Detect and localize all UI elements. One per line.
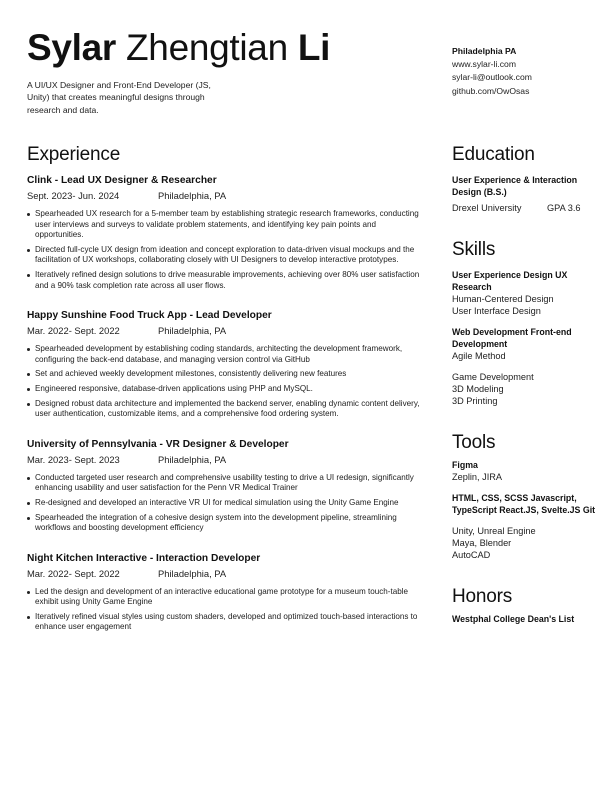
job-meta — [27, 453, 422, 466]
job-bullet: Re-designed and developed an interactive VR UI for medical simulation using the Unity Game Engine — [27, 498, 422, 509]
skills-heading: Skills — [452, 239, 496, 260]
tool-group — [452, 492, 602, 516]
job-location: Philadelphia, PA — [158, 325, 227, 337]
school: Drexel University — [452, 203, 522, 213]
education-row — [452, 202, 602, 214]
job-location: Philadelphia, PA — [158, 453, 227, 465]
job-location: Philadelphia, PA — [158, 190, 227, 201]
job-entry — [27, 174, 422, 291]
middle-name: Zhengtian — [126, 27, 288, 68]
job-title: Night Kitchen Interactive - Interaction Developer — [27, 552, 261, 564]
last-name: Li — [297, 27, 331, 68]
tool-item: AutoCAD — [452, 550, 491, 560]
skill-item: Human-Centered Design — [452, 294, 554, 304]
skill-item: 3D Printing — [452, 396, 498, 406]
tool-item: Unity, Unreal Engine — [452, 526, 536, 536]
job-dates: Mar. 2023- Sept. 2023 — [27, 453, 120, 465]
tool-group-heading: Figma — [452, 460, 478, 470]
job-bullets — [27, 344, 422, 420]
job-title: Happy Sunshine Food Truck App - Lead Developer — [27, 310, 272, 322]
job-bullet: Designed robust data architecture and implemented the backend server, enabling dynamic content delivery, user authentication, customizable items, and a comprehensive food ordering system. — [27, 399, 422, 420]
job-bullet: Set and achieved weekly development milestones, consistently delivering new features — [27, 369, 422, 380]
job-meta — [27, 324, 422, 337]
job-dates: Mar. 2022- Sept. 2022 — [27, 325, 120, 337]
job-entry — [27, 438, 422, 534]
tools-section — [452, 431, 602, 561]
job-bullet: Led the design and development of an interactive educational game prototype for a museum touch-table exhibit using Unity Game Engine — [27, 587, 422, 608]
skill-item: 3D Modeling — [452, 384, 504, 394]
job-meta — [27, 189, 422, 202]
skill-group-heading: User Experience Design UX Research — [452, 270, 568, 292]
gpa: GPA 3.6 — [547, 203, 581, 213]
skill-item: User Interface Design — [452, 306, 541, 316]
skills-section — [452, 238, 602, 407]
candidate-name — [27, 26, 330, 70]
job-location: Philadelphia, PA — [158, 567, 227, 579]
job-bullet: Spearheaded the integration of a cohesive design system into the development pipeline, streamlining workflows and boosting development efficiency — [27, 513, 422, 534]
honor-item: Westphal College Dean's List — [452, 614, 575, 624]
honors-section — [452, 585, 602, 625]
job-bullet: Iteratively refined visual styles using custom shaders, developed and optimized touch-based interactions to enhance user engagement — [27, 612, 422, 633]
skill-group — [452, 326, 602, 362]
job-entry — [27, 309, 422, 420]
tagline: A UI/UX Designer and Front-End Developer (JS, Unity) that creates meaningful designs through research and data. — [27, 80, 211, 115]
tool-item: Zeplin, JIRA — [452, 472, 503, 482]
skill-group — [452, 371, 602, 407]
skill-item: Game Development — [452, 372, 534, 382]
job-dates: Mar. 2022- Sept. 2022 — [27, 567, 120, 579]
contact-github[interactable]: github.com/OwOsas — [452, 85, 530, 96]
tool-group — [452, 525, 602, 561]
skill-group-heading: Web Development Front-end Development — [452, 327, 572, 349]
job-title: University of Pennsylvania - VR Designer & Developer — [27, 438, 289, 450]
tool-group-heading: HTML, CSS, SCSS Javascript, TypeScript React.JS, Svelte.JS Git — [452, 493, 596, 515]
contact-website[interactable]: www.sylar-li.com — [452, 59, 516, 70]
job-bullet: Iteratively refined design solutions to drive measurable improvements, achieving over 80% user satisfaction and a 90% task completion rate across all user flows. — [27, 270, 422, 291]
job-dates: Sept. 2023- Jun. 2024 — [27, 190, 120, 201]
job-meta — [27, 567, 422, 580]
contact-email[interactable]: sylar-li@outlook.com — [452, 72, 532, 83]
tool-item: Maya, Blender — [452, 538, 512, 548]
skill-group — [452, 269, 602, 317]
skill-item: Agile Method — [452, 351, 506, 361]
contact-city: Philadelphia PA — [452, 46, 517, 56]
job-bullets — [27, 587, 422, 633]
honors-heading: Honors — [452, 586, 513, 607]
job-bullets — [27, 209, 422, 291]
experience-section — [27, 143, 422, 637]
tool-group — [452, 459, 602, 483]
experience-heading: Experience — [27, 144, 121, 165]
job-entry — [27, 552, 422, 633]
job-bullet: Directed full-cycle UX design from ideation and concept exploration to data-driven visual mockups and the facilitation of UX workshops, collaborating closely with UI Designers to develop interactive prototypes. — [27, 245, 422, 266]
education-section — [452, 143, 602, 214]
job-bullets — [27, 473, 422, 534]
job-title: Clink - Lead UX Designer & Researcher — [27, 175, 217, 186]
job-bullet: Engineered responsive, database-driven applications using PHP and MySQL. — [27, 384, 422, 395]
job-bullet: Spearheaded UX research for a 5-member team by establishing strategic research frameworks, conducting user interviews and surveys to validate problem statements, and identifying key pain points and opportunities. — [27, 209, 422, 241]
job-bullet: Conducted targeted user research and comprehensive usability testing to drive a UI redesign, significantly enhancing usability and user satisfaction for the Penn VR Medical Trainer — [27, 473, 422, 494]
job-bullet: Spearheaded development by establishing coding standards, architecting the development framework, configuring the back-end database, and managing version control via GitHub — [27, 344, 422, 365]
degree: User Experience & Interaction Design (B.S.) — [452, 175, 578, 197]
education-heading: Education — [452, 144, 535, 165]
tools-heading: Tools — [452, 432, 496, 453]
contact-block — [452, 45, 602, 98]
sidebar-column — [452, 143, 602, 625]
first-name: Sylar — [27, 27, 117, 68]
